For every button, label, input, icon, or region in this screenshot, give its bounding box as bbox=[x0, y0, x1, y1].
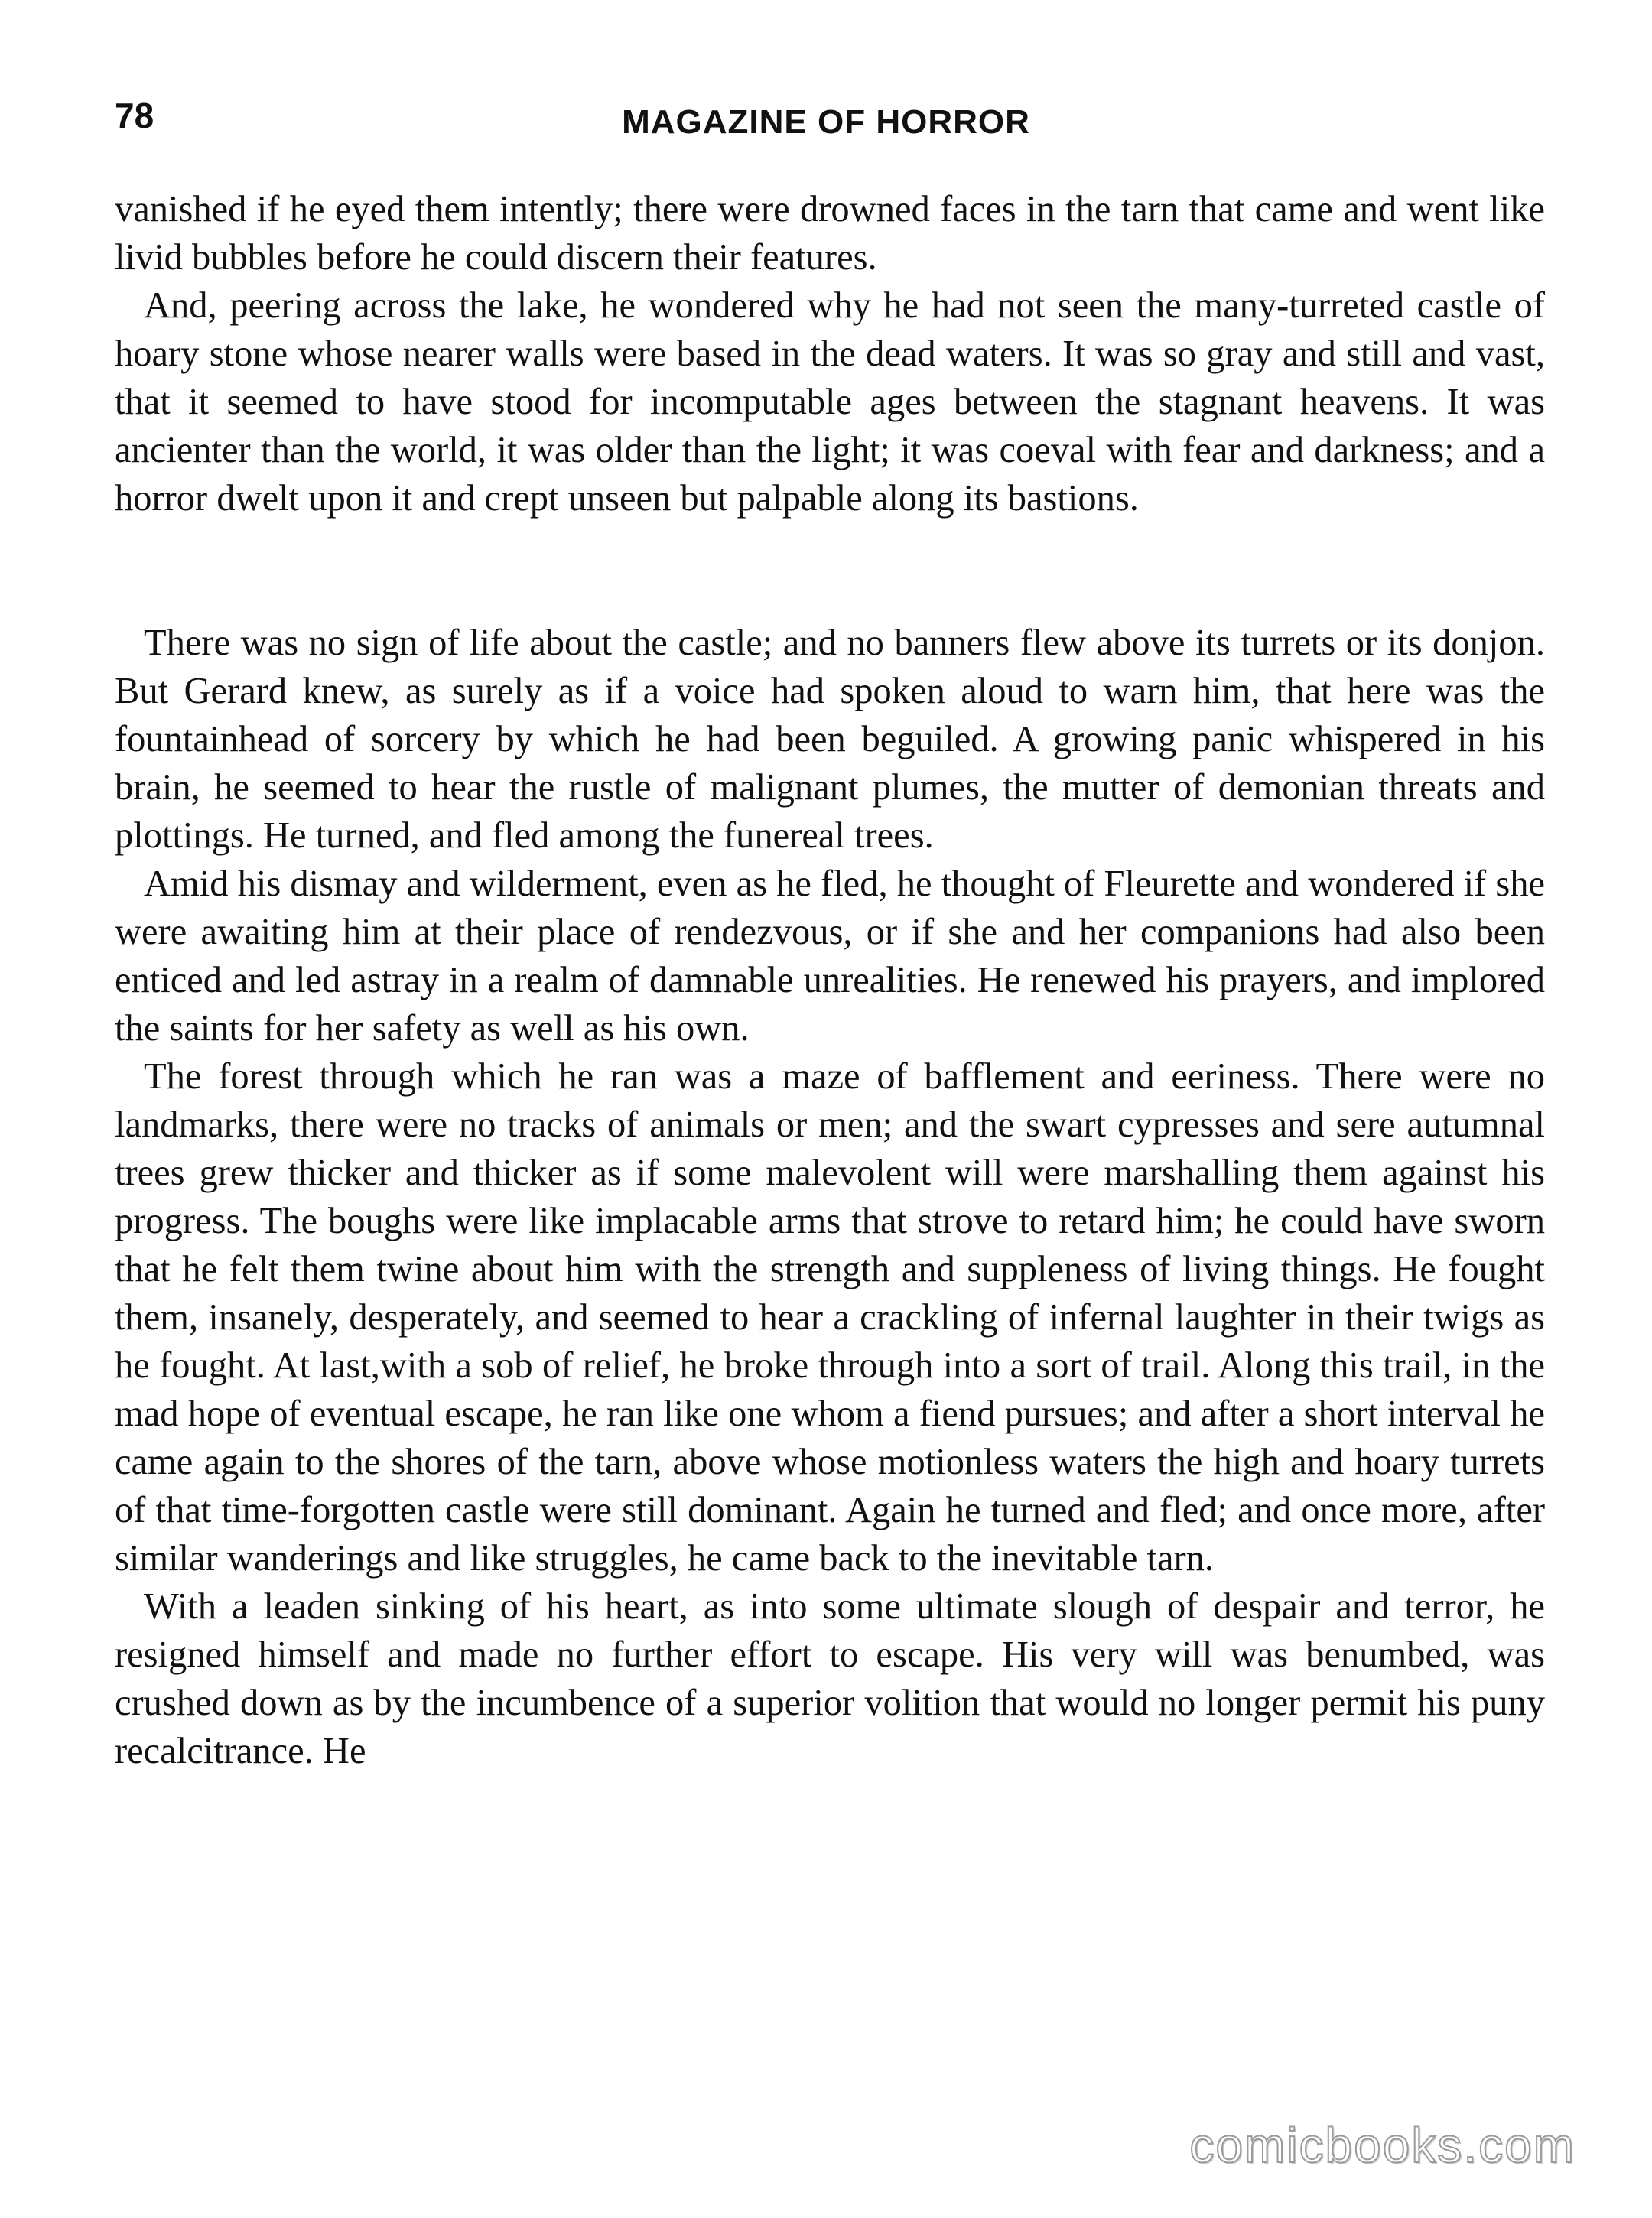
paragraph-3: There was no sign of life about the castle; and no banners flew above its turrets or its donjon. But Gerard knew, as surely as if a voice had spoken aloud to warn him, that here was the fountainhead of sorcery by which he had been beguiled. A growing panic whispered in his brain, he seemed to hear the rustle of malignant plumes, the mutter of demonian threats and plottings. He turned, and fled among the funereal trees. bbox=[115, 623, 1545, 856]
running-head-title: MAGAZINE OF HORROR bbox=[622, 103, 1030, 141]
story-body bbox=[115, 185, 1545, 1775]
page-number: 78 bbox=[115, 96, 154, 135]
paragraph-6: With a leaden sinking of his heart, as into some ultimate slough of despair and terror, he resigned himself and made no further effort to escape. His very will was benumbed, was crushed down as by the incumbence of a superior volition that would no longer permit his puny recalcitrance. He bbox=[115, 1586, 1545, 1771]
paragraph-1: vanished if he eyed them intently; there were drowned faces in the tarn that came and went like livid bubbles before he could discern their features. bbox=[115, 189, 1545, 278]
paragraph-2: And, peering across the lake, he wondered why he had not seen the many-turreted castle of hoary stone whose nearer walls were based in the dead waters. It was so gray and still and vast, that it seemed to have stood for incomputable ages between the stagnant heavens. It was ancienter than the world, it was older than the light; it was coeval with fear and darkness; and a horror dwelt upon it and crept unseen but palpable along its bastions. bbox=[115, 285, 1545, 519]
paragraph-5: The forest through which he ran was a maze of bafflement and eeriness. There were no landmarks, there were no tracks of animals or men; and the swart cypresses and sere autumnal trees grew thicker and thicker as if some malevolent will were marshalling them against his progress. The boughs were like implacable arms that strove to retard him; he could have sworn that he felt them twine about him with the strength and suppleness of living things. He fought them, insanely, desperately, and seemed to hear a crackling of infernal laughter in their twigs as he fought. At last,with a sob of relief, he broke through into a sort of trail. Along this trail, in the mad hope of eventual escape, he ran like one whom a fiend pursues; and after a short interval he came again to the shores of the tarn, above whose motionless waters the high and hoary turrets of that time-forgotten castle were still dominant. Again he turned and fled; and once more, after similar wanderings and like struggles, he came back to the inevitable tarn. bbox=[115, 1056, 1545, 1579]
paragraph-4: Amid his dismay and wilderment, even as he fled, he thought of Fleurette and wondered if she were awaiting him at their place of rendezvous, or if she and her companions had also been enticed and led astray in a realm of damnable unrealities. He renewed his prayers, and implored the saints for her safety as well as his own. bbox=[115, 863, 1545, 1049]
watermark: comicbooks.com bbox=[1189, 2118, 1576, 2173]
